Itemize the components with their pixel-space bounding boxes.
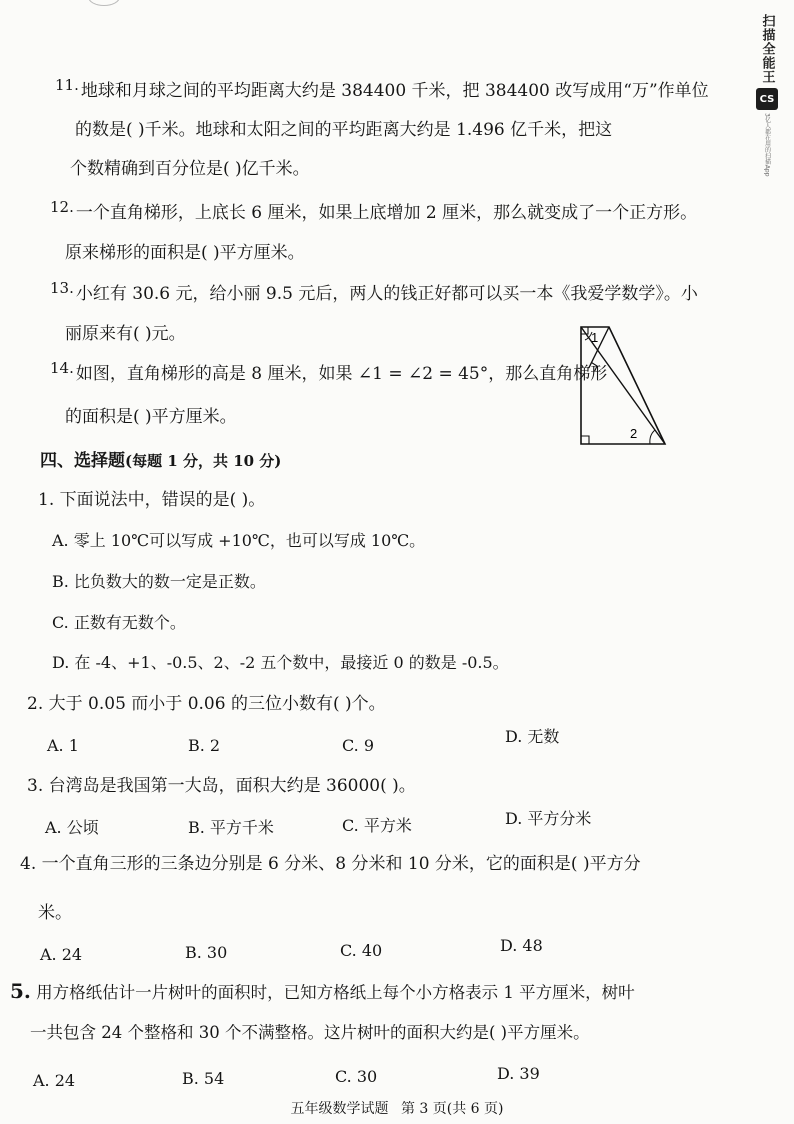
angle-2-label: 2: [630, 426, 638, 441]
choice-1-option-d: D. 在 -4、+1、-0.5、2、-2 五个数中，最接近 0 的数是 -0.5。: [52, 653, 509, 672]
choice-5-option-a: A. 24: [33, 1071, 76, 1090]
choice-4-stem-line-1: 4. 一个直角三形的三条边分别是 6 分米、8 分米和 10 分米，它的面积是( )平方分: [20, 854, 641, 874]
choice-2-option-d: D. 无数: [505, 727, 560, 746]
choice-2-option-b: B. 2: [188, 736, 221, 755]
angle-2-arc: [650, 430, 655, 444]
question-12-line-1: 12. 一个直角梯形，上底长 6 厘米，如果上底增加 2 厘米，那么就变成了一个正方形。: [50, 198, 698, 223]
question-14-line-2: 的面积是( )平方厘米。: [65, 407, 237, 427]
watermark-subtitle: 3亿人都在用的扫描App: [763, 113, 771, 177]
choice-5-stem-line-1: 5. 用方格纸估计一片树叶的面积时，已知方格纸上每个小方格表示 1 平方厘米，树叶: [10, 979, 635, 1003]
choice-5-stem-line-2: 一共包含 24 个整格和 30 个不满整格。这片树叶的面积大约是( )平方厘米。: [30, 1023, 590, 1042]
question-13-line-1: 13. 小红有 30.6 元，给小丽 9.5 元后，两人的钱正好都可以买一本《我爱学数学》。小: [50, 279, 698, 304]
section-4-note: (每题 1 分，共 10 分): [125, 452, 282, 470]
angle-1-label: 1: [591, 330, 599, 345]
choice-3-option-a: A. 公顷: [45, 818, 99, 837]
page-footer: [0, 1098, 794, 1118]
choice-5-option-c: C. 30: [335, 1067, 378, 1086]
choice-4-option-c: C. 40: [340, 941, 383, 960]
choice-1-stem: 1. 下面说法中，错误的是( )。: [38, 490, 266, 510]
choice-4-option-a: A. 24: [40, 945, 83, 964]
question-11-line-2: 的数是( )千米。地球和太阳之间的平均距离大约是 1.496 亿千米，把这: [75, 120, 613, 140]
section-4-heading: [40, 450, 281, 472]
camscanner-logo-icon: CS: [756, 88, 778, 110]
question-11-line-1: 11. 地球和月球之间的平均距离大约是 384400 千米，把 384400 改写成用“万”作单位: [55, 76, 709, 101]
choice-4-option-d: D. 48: [500, 936, 543, 955]
choice-3-option-b: B. 平方千米: [188, 818, 274, 837]
choice-5-option-d: D. 39: [497, 1064, 540, 1083]
choice-3-stem: 3. 台湾岛是我国第一大岛，面积大约是 36000( )。: [27, 776, 416, 796]
choice-1-option-b: B. 比负数大的数一定是正数。: [52, 572, 266, 591]
choice-3-option-d: D. 平方分米: [505, 809, 592, 828]
footer-subject: 五年级数学试题: [290, 1101, 389, 1117]
scan-artifact: [88, 0, 120, 6]
choice-5-option-b: B. 54: [182, 1069, 225, 1088]
section-4-title: 四、选择题: [40, 451, 125, 471]
question-14-line-1: 14. 如图，直角梯形的高是 8 厘米，如果 ∠1 = ∠2 = 45°，那么直角梯形: [50, 359, 608, 384]
question-12-line-2: 原来梯形的面积是( )平方厘米。: [65, 243, 305, 263]
right-angle-mark-inner: [592, 363, 598, 372]
choice-4-stem-line-2: 米。: [38, 903, 72, 923]
choice-1-option-c: C. 正数有无数个。: [52, 613, 186, 632]
choice-2-option-a: A. 1: [47, 736, 79, 755]
choice-2-stem: 2. 大于 0.05 而小于 0.06 的三位小数有( )个。: [27, 694, 386, 714]
choice-1-option-a: A. 零上 10℃可以写成 +10℃，也可以写成 10℃。: [52, 531, 426, 550]
choice-3-option-c: C. 平方米: [342, 816, 412, 835]
question-11-line-3: 个数精确到百分位是( )亿千米。: [70, 159, 310, 179]
camscanner-watermark: [754, 14, 780, 177]
watermark-title: 扫描全能王: [759, 14, 775, 84]
choice-2-option-c: C. 9: [342, 736, 375, 755]
right-angle-mark-bottom: [581, 436, 589, 444]
footer-page-number: 第 3 页(共 6 页): [400, 1101, 504, 1117]
choice-4-option-b: B. 30: [185, 943, 228, 962]
trapezoid-figure: [575, 322, 670, 452]
question-13-line-2: 丽原来有( )元。: [65, 324, 186, 344]
